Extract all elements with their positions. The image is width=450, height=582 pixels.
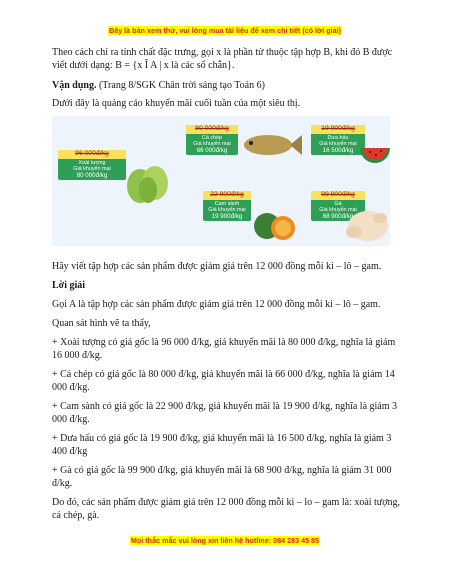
product-name: Cam sành (214, 200, 240, 207)
solution-bullet-watermelon: + Dưa hấu có giá gốc là 19 900 đ/kg, giá khuyến mãi là 16 500 đ/kg, nghĩa là giảm 3 400 đ/kg (52, 433, 392, 458)
solution-bullet-chicken: + Gà có giá gốc là 99 900 đ/kg, giá khuyến mãi là 68 900 đ/kg, nghĩa là giảm 31 000 đ/kg. (52, 465, 392, 490)
application-label: Vận dụng. (52, 80, 97, 91)
promo-label: Giá khuyến mại (319, 207, 357, 214)
new-price: 66 000đ/kg (196, 146, 228, 154)
application-text: Dưới đây là quảng cáo khuyến mãi cuối tuần của một siêu thị. (52, 98, 301, 109)
solution-conclusion: Do đó, các sản phẩm được giảm giá trên 12 000 đồng mỗi ki – lo – gam là: xoài tượng, cá chép, gà. (52, 497, 401, 522)
solution-heading: Lời giải (52, 280, 86, 291)
product-name: Xoài tượng (78, 159, 106, 166)
intro-paragraph: Theo cách chỉ ra tính chất đặc trưng, gọi x là phần tử thuộc tập hợp B, khi đó B được viết dưới dạng: B = {x Î A | x là các số chẵn}. (52, 47, 393, 72)
promo-tag-carp (186, 125, 238, 155)
new-price: 80 000đ/kg (76, 171, 108, 179)
old-price: 19 900đ/kg (311, 125, 365, 134)
promo-label: Giá khuyến mại (73, 166, 111, 173)
preview-notice-banner: Đây là bản xem thử, vui lòng mua tài liệu để xem chi tiết (có lời giải) (109, 26, 341, 35)
chicken-image (342, 202, 390, 246)
solution-bullet-orange: + Cam sành có giá gốc là 22 900 đ/kg, giá khuyến mãi là 19 900 đ/kg, nghĩa là giảm 3 000 đ/kg. (52, 401, 398, 426)
promo-label: Giá khuyến mại (319, 141, 357, 148)
application-line (52, 79, 407, 92)
promo-label: Giá khuyến mại (193, 141, 231, 148)
promo-tag-orange (203, 191, 251, 221)
new-price: 16 500đ/kg (322, 146, 354, 154)
solution-bullet-coconut: + Xoài tượng có giá gốc là 96 000 đ/kg, giá khuyến mãi là 80 000 đ/kg, nghĩa là giảm 16 000 đ/kg. (52, 337, 396, 362)
new-price: 19 900đ/kg (211, 212, 243, 220)
hotline-notice-banner: Mọi thắc mắc vui lòng xin liên hệ hotline: 084 283 45 85 (130, 536, 320, 545)
watermelon-image (358, 138, 390, 175)
product-name: Cá chép (201, 134, 223, 141)
product-name: Gà (334, 200, 342, 207)
coconut-image (124, 160, 172, 211)
old-price: 99 900đ/kg (311, 191, 365, 200)
product-name: Dưa hấu (327, 134, 349, 141)
promo-tag-coconut (58, 150, 126, 180)
promo-label: Giá khuyến mại (208, 207, 246, 214)
new-price: 68 900đ/kg (322, 212, 354, 220)
solution-bullet-carp: + Cá chép có giá gốc là 80 000 đ/kg, giá khuyến mãi là 66 000 đ/kg, nghĩa là giảm 14 000 đ/kg. (52, 369, 395, 394)
solution-paragraph-1: Gọi A là tập hợp các sản phẩm được giảm giá trên 12 000 đồng mỗi ki – lô – gam. (52, 299, 381, 310)
carp-image (240, 130, 302, 165)
old-price: 22 900đ/kg (203, 191, 251, 200)
question-text: Hãy viết tập hợp các sản phẩm được giảm giá trên 12 000 đồng mỗi ki – lô – gam. (52, 261, 382, 272)
old-price: 80 000đ/kg (186, 125, 238, 134)
solution-paragraph-2: Quan sát hình vẽ ta thấy, (52, 318, 151, 329)
application-source: (Trang 8/SGK Chân trời sáng tạo Toán 6) (98, 80, 265, 91)
old-price: 96 000đ/kg (58, 150, 126, 159)
promo-tag-watermelon (311, 125, 365, 155)
orange-image (252, 204, 298, 246)
promo-advertisement (52, 116, 390, 246)
